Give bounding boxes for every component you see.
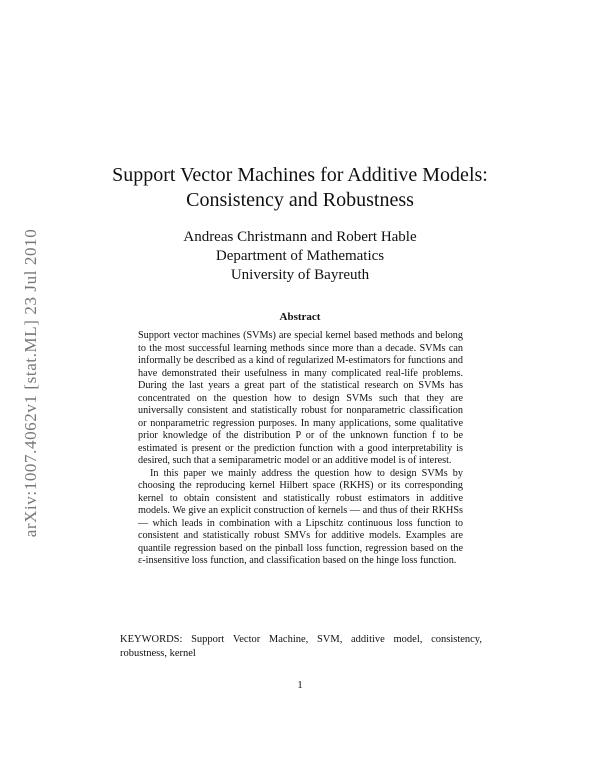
author-department: Department of Mathematics: [215, 248, 385, 264]
author-names: Andreas Christmann and Robert Hable: [183, 229, 417, 245]
author-block: [150, 228, 450, 285]
title-line-1: Support Vector Machines for Additive Models:: [112, 164, 488, 186]
abstract-heading: Abstract: [279, 311, 321, 323]
abstract-paragraph-2: In this paper we mainly address the question how to design SVMs by choosing the reproducing kernel Hilbert space (RKHS) or its corresponding kernel to obtain consistent and statistically robust estimators in additive models. We give an explicit construction of kernels — and thus of their RKHSs — which leads in combination with a Lipschitz continuous loss function to consistent and statistically robust SMVs for additive models. Examples are quantile regression based on the pinball loss function, regression based on the ε-insensitive loss function, and classification based on the hinge loss function.: [138, 467, 463, 566]
arxiv-identifier-stamp: arXiv:1007.4062v1 [stat.ML] 23 Jul 2010: [21, 228, 40, 538]
keywords-line: KEYWORDS: Support Vector Machine, SVM, additive model, consistency, robustness, kernel: [120, 634, 482, 659]
abstract-body: [138, 330, 463, 568]
page-number: 1: [297, 679, 303, 691]
title-line-2: Consistency and Robustness: [186, 189, 414, 211]
abstract-paragraph-1: Support vector machines (SVMs) are special kernel based methods and belong to the most successful learning methods since more than a decade. SVMs can informally be described as a kind of regularized M-estimators for functions and have demonstrated their usefulness in many complicated real-life problems. During the last years a great part of the statistical research on SVMs has concentrated on the question how to design SVMs such that they are universally consistent and statistically robust for nonparametric classification or nonparametric regression purposes. In many applications, some qualitative prior knowledge of the distribution P or of the unknown function f to be estimated is present or the prediction function with a good interpretability is desired, such that a semiparametric model or an additive model is of interest.: [138, 330, 463, 466]
author-university: University of Bayreuth: [230, 267, 370, 283]
paper-title: [110, 163, 490, 213]
